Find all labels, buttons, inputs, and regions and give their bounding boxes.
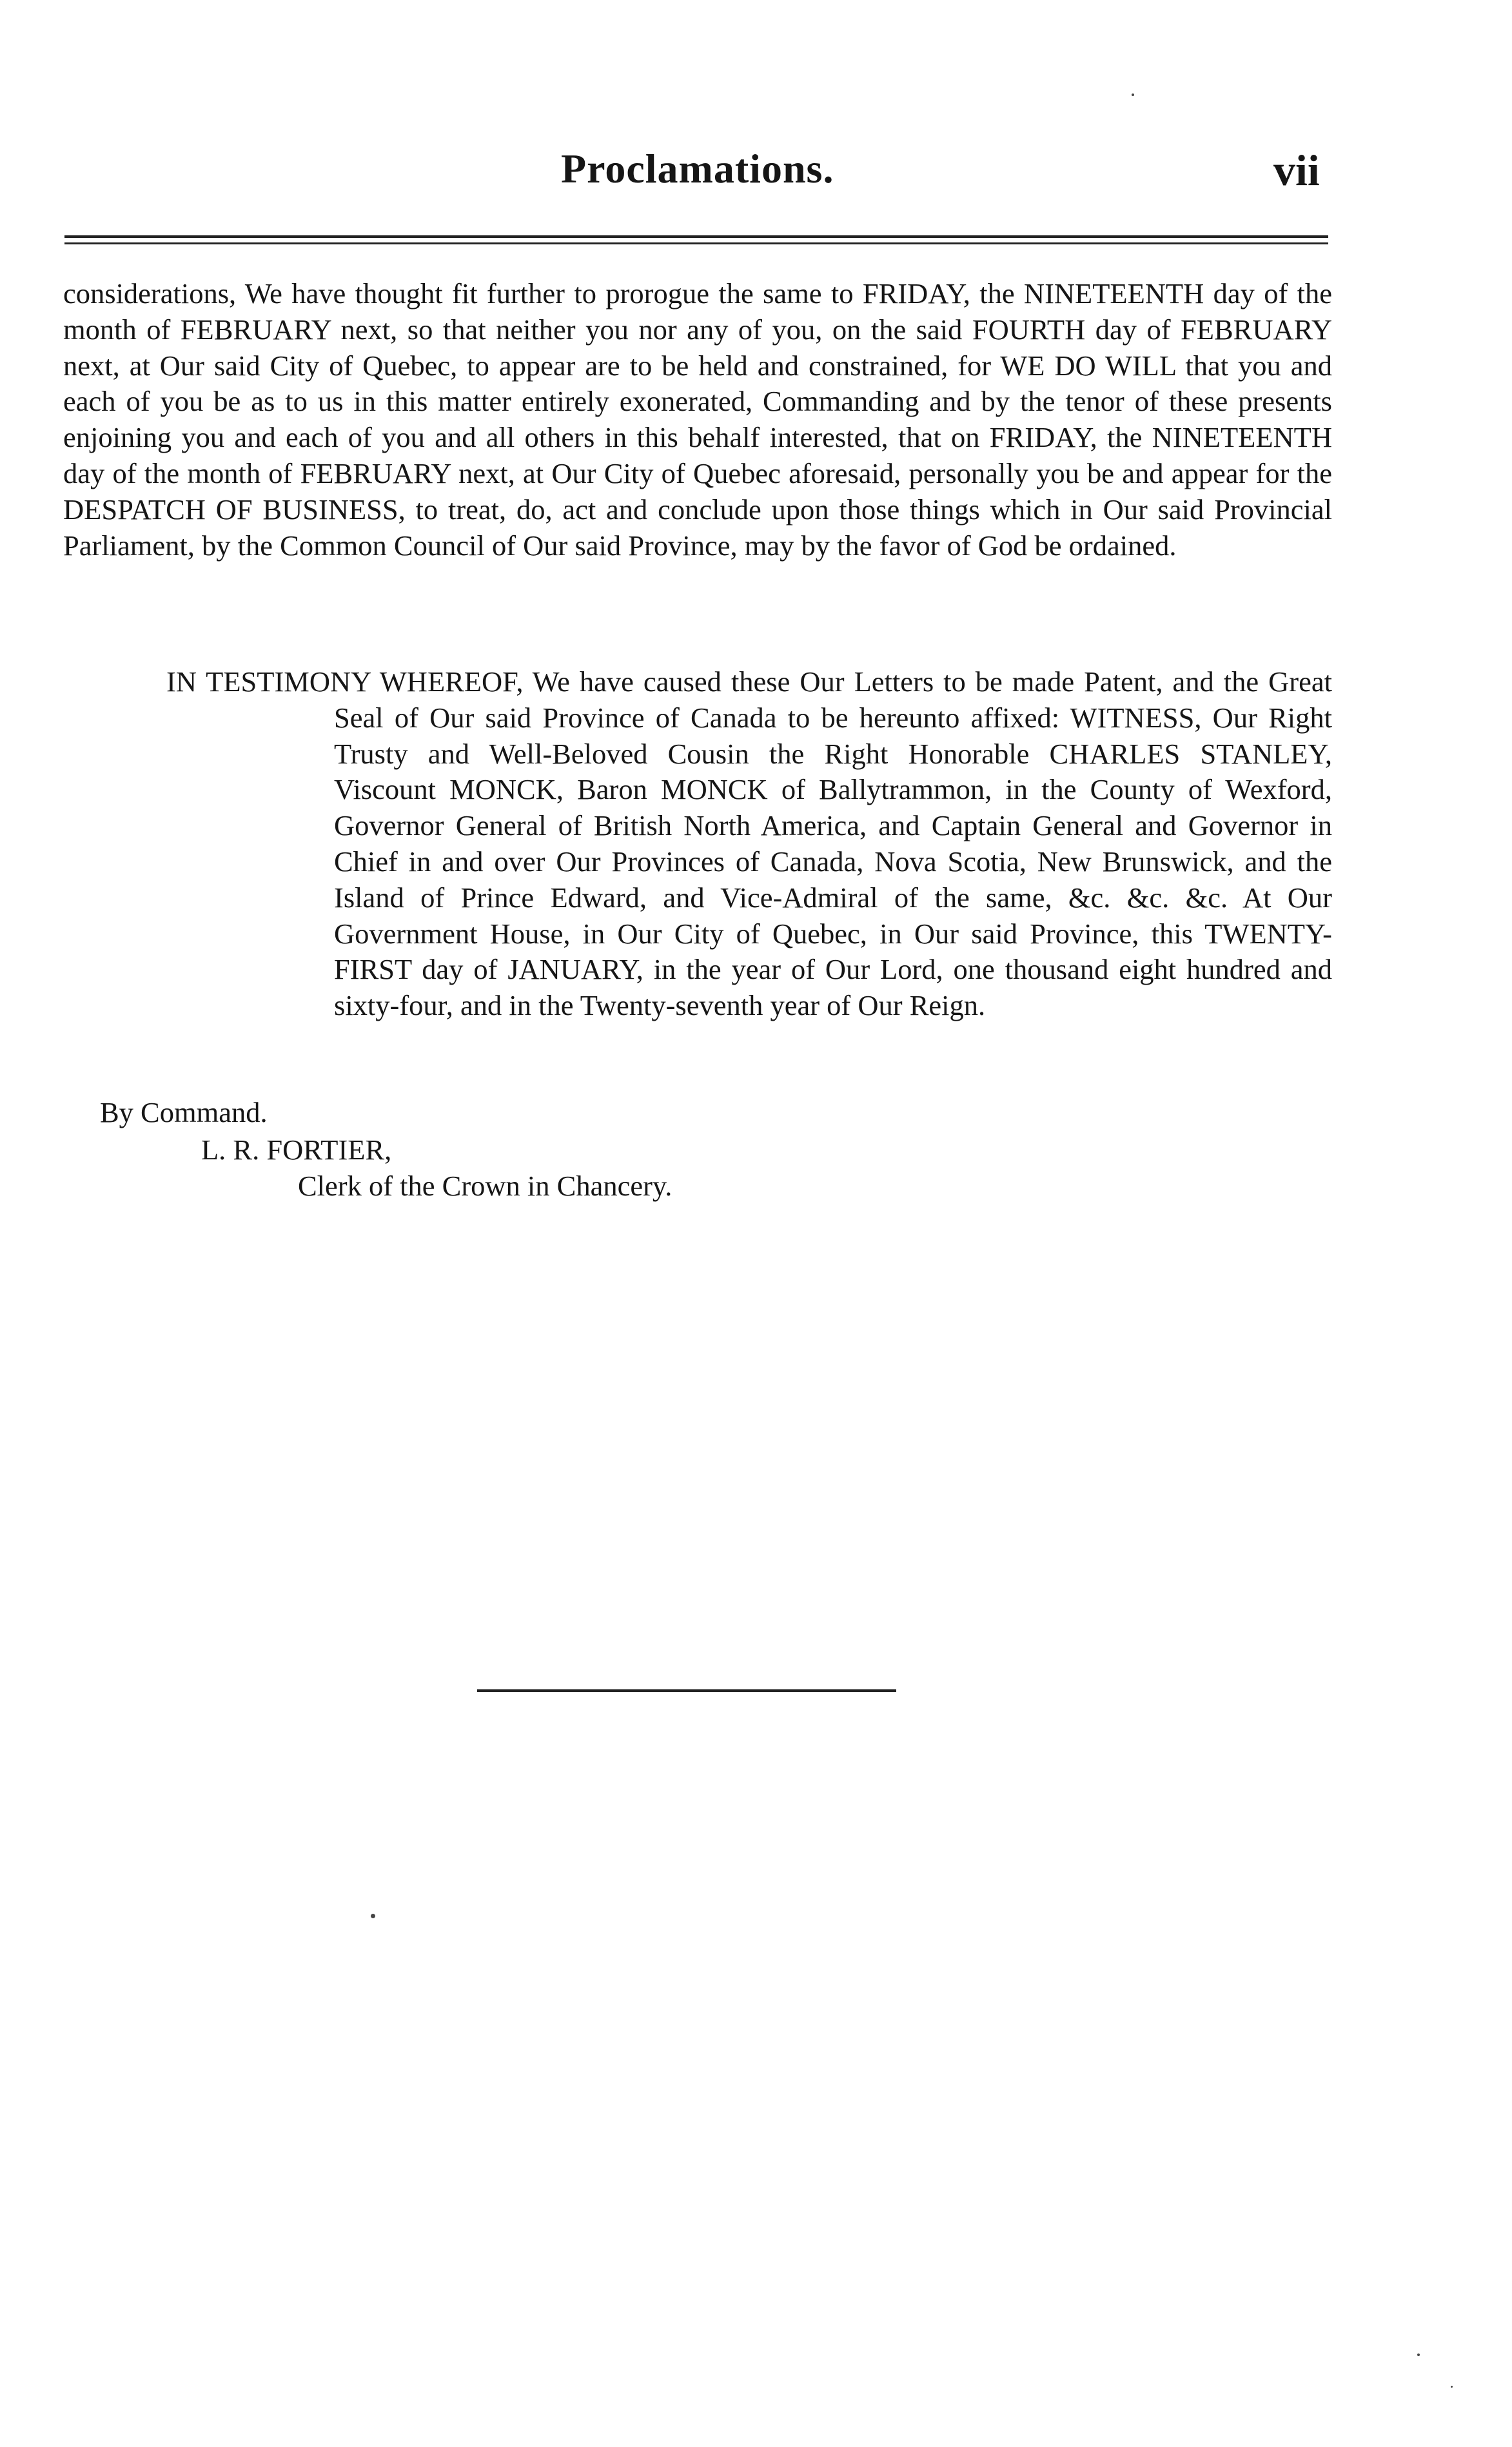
scan-speck [371,1914,375,1918]
scan-speck [1417,2354,1420,2356]
clerk-name: L. R. FORTIER, [201,1134,392,1166]
scan-speck [1132,93,1134,96]
scan-speck [1451,2386,1453,2388]
proclamation-paragraph: considerations, We have thought fit further to prorogue the same to FRIDAY, the NINETEENTH day of the month of FEBRUARY next, so that neither you nor any of you, on the said FOURTH day of FEBRUARY next, at Our said City of Quebec, to appear are to be held and constrained, for WE DO WILL that you and each of you be as to us in this matter entirely exonerated, Commanding and by the tenor of these presents enjoining you and each of you and all others in this behalf interested, that on FRIDAY, the NINETEENTH day of the month of FEBRUARY next, at Our City of Quebec aforesaid, personally you be and appear for the DESPATCH OF BUSINESS, to treat, do, act and conclude upon those things which in Our said Provincial Parliament, by the Common Council of Our said Province, may by the favor of God be ordained. [63,277,1332,562]
testimony-paragraph: IN TESTIMONY WHEREOF, We have caused these Our Letters to be made Patent, and the Great Seal of Our said Province of Canada to be hereunto affixed: WITNESS, Our Right Trusty and Well-Beloved Cousin the Right Honorable CHARLES STANLEY, Viscount MONCK, Baron MONCK of Ballytrammon, in the County of Wexford, Governor General of British North America, and Captain General and Governor in Chief in and over Our Provinces of Canada, Nova Scotia, New Brunswick, and the Island of Prince Edward, and Vice-Admiral of the same, &c. &c. &c. At Our Government House, in Our City of Quebec, in Our said Province, this TWENTY-FIRST day of JANUARY, in the year of Our Lord, one thousand eight hundred and sixty-four, and in the Twenty-seventh year of Our Reign. [166,665,1332,1022]
running-header [52,145,1335,210]
clerk-title: Clerk of the Crown in Chancery. [298,1170,673,1202]
header-title: Proclamations. [561,146,834,192]
footer-rule [477,1689,896,1692]
header-double-rule [64,235,1328,244]
by-command-line: By Command. [100,1096,268,1128]
page-number: vii [1273,146,1320,195]
